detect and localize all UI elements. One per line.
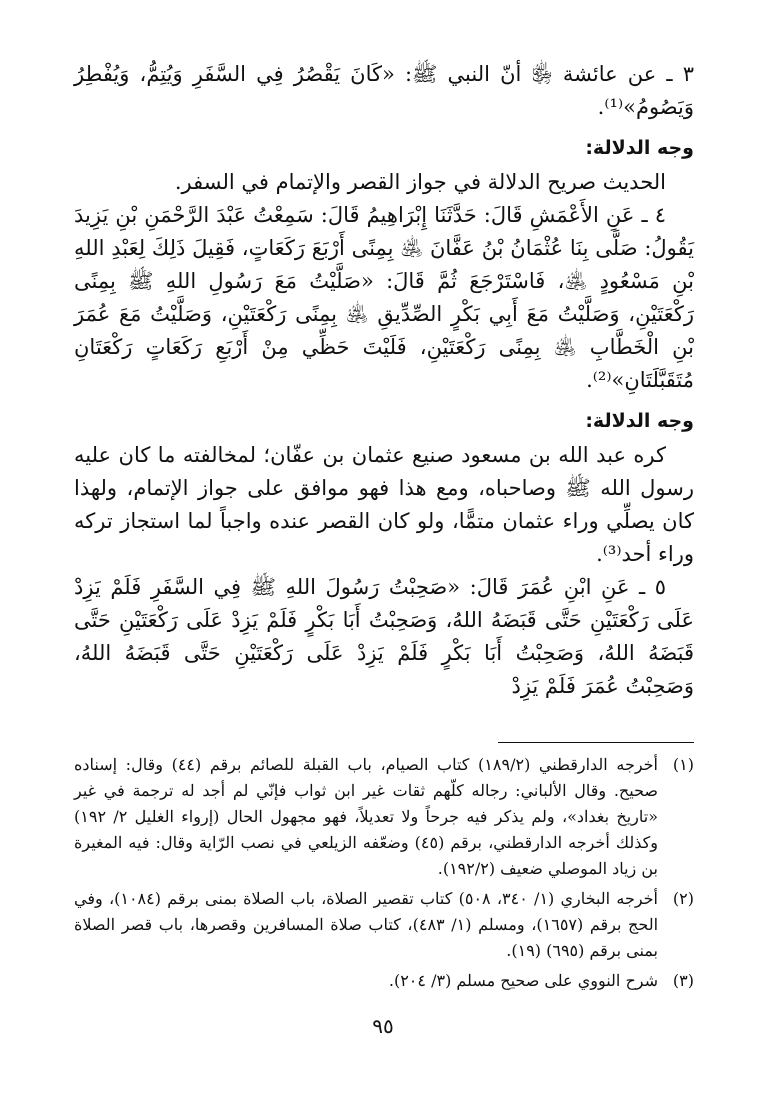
footnote-text: أخرجه البخاري (١/ ٣٤٠، ٥٠٨) كتاب تقصير الصلاة، باب الصلاة بمنى برقم (١٠٨٤)، وفي الحج برقم (١٦٥٧)، ومسلم (١/ ٤٨٣)، كتاب صلاة المسافرين وقصرها، باب قصر الصلاة بمنى برقم (٦٩٥) (١٩). — [74, 889, 659, 960]
section-heading-2: وجه الدلالة: — [585, 410, 694, 432]
footnote-number: (١) — [672, 755, 694, 774]
footnote-3 — [74, 968, 694, 994]
hadith-4-paragraph: ٤ ـ عَنِ الأَعْمَشِ قَالَ: حَدَّثَنَا إِبْرَاهِيمُ قَالَ: سَمِعْتُ عَبْدَ الرَّحْمَنِ بْنِ يَزِيدَ يَقُولُ: صَلَّى بِنَا عُثْمَانُ بْنُ عَفَّانَ ﵁ بِمِنًى أَرْبَعَ رَكَعَاتٍ، فَقِيلَ ذَلِكَ لِعَبْدِ اللهِ بْنِ مَسْعُودٍ ﵁، فَاسْتَرْجَعَ ثُمَّ قَالَ: «صَلَّيْتُ مَعَ رَسُولِ اللهِ ﷺ بِمِنًى رَكْعَتَيْنِ، وَصَلَّيْتُ مَعَ أَبِي بَكْرٍ الصِّدِّيقِ ﵁ بِمِنًى رَكْعَتَيْنِ، وَصَلَّيْتُ مَعَ عُمَرَ بْنِ الْخَطَّابِ ﵁ بِمِنًى رَكْعَتَيْنِ، فَلَيْتَ حَظِّي مِنْ أَرْبَعِ رَكَعَاتٍ رَكْعَتَانِ مُتَقَبَّلَتَانِ»⁽²⁾. — [74, 203, 694, 392]
page-number: ٩٥ — [372, 1014, 394, 1038]
footnote-divider — [498, 742, 694, 743]
footnote-number: (٢) — [672, 889, 694, 908]
footnotes — [74, 752, 694, 998]
footnote-text: شرح النووي على صحيح مسلم (٣/ ٢٠٤). — [388, 971, 658, 990]
hadith-3-paragraph: ٣ ـ عن عائشة ﵂ أنّ النبي ﷺ: «كَانَ يَقْصُرُ فِي السَّفَرِ وَيُتِمُّ، وَيُفْطِرُ وَيَصُومُ»⁽¹⁾. — [74, 62, 694, 119]
evidence-paragraph-1: الحديث صريح الدلالة في جواز القصر والإتمام في السفر. — [174, 170, 666, 194]
footnote-1 — [74, 752, 694, 882]
footnote-2 — [74, 886, 694, 964]
section-heading-1: وجه الدلالة: — [585, 137, 694, 159]
evidence-paragraph-2: كره عبد الله بن مسعود صنيع عثمان بن عفّان؛ لمخالفته ما كان عليه رسول الله ﷺ وصاحباه، ومع هذا فهو موافق على جواز الإتمام، ولهذا كان يصلِّي وراء عثمان متمًّا، ولو كان القصر عنده واجباً لما استجاز تركه وراء أحد⁽³⁾. — [74, 443, 694, 566]
hadith-5-paragraph: ٥ ـ عَنِ ابْنِ عُمَرَ قَالَ: «صَحِبْتُ رَسُولَ اللهِ ﷺ فِي السَّفَرِ فَلَمْ يَزِدْ عَلَى رَكْعَتَيْنِ حَتَّى قَبَضَهُ اللهُ، وَصَحِبْتُ أَبَا بَكْرٍ فَلَمْ يَزِدْ عَلَى رَكْعَتَيْنِ حَتَّى قَبَضَهُ اللهُ، وَصَحِبْتُ أَبَا بَكْرٍ فَلَمْ يَزِدْ عَلَى رَكْعَتَيْنِ حَتَّى قَبَضَهُ اللهُ، وَصَحِبْتُ عُمَرَ فَلَمْ يَزِدْ — [74, 575, 694, 698]
footnote-text: أخرجه الدارقطني (١٨٩/٢) كتاب الصيام، باب القبلة للصائم برقم (٤٤) وقال: إسناده صحيح. وقال الألباني: رجاله كلّهم ثقات غير ابن ثواب فإنّي لم أجد له ترجمة في غير «تاريخ بغداد»، ولم يذكر فيه جرحاً ولا تعديلاً، فهو مجهول الحال (إرواء الغليل ٢/ ١٩٢) وكذلك أخرجه الدارقطني، برقم (٤٥) وضعّفه الزيلعي في نصب الرّاية وقال: فيه المغيرة بن زياد الموصلي ضعيف (١٩٢/٢). — [74, 755, 659, 878]
footnote-number: (٣) — [672, 971, 694, 990]
main-text — [74, 58, 694, 703]
